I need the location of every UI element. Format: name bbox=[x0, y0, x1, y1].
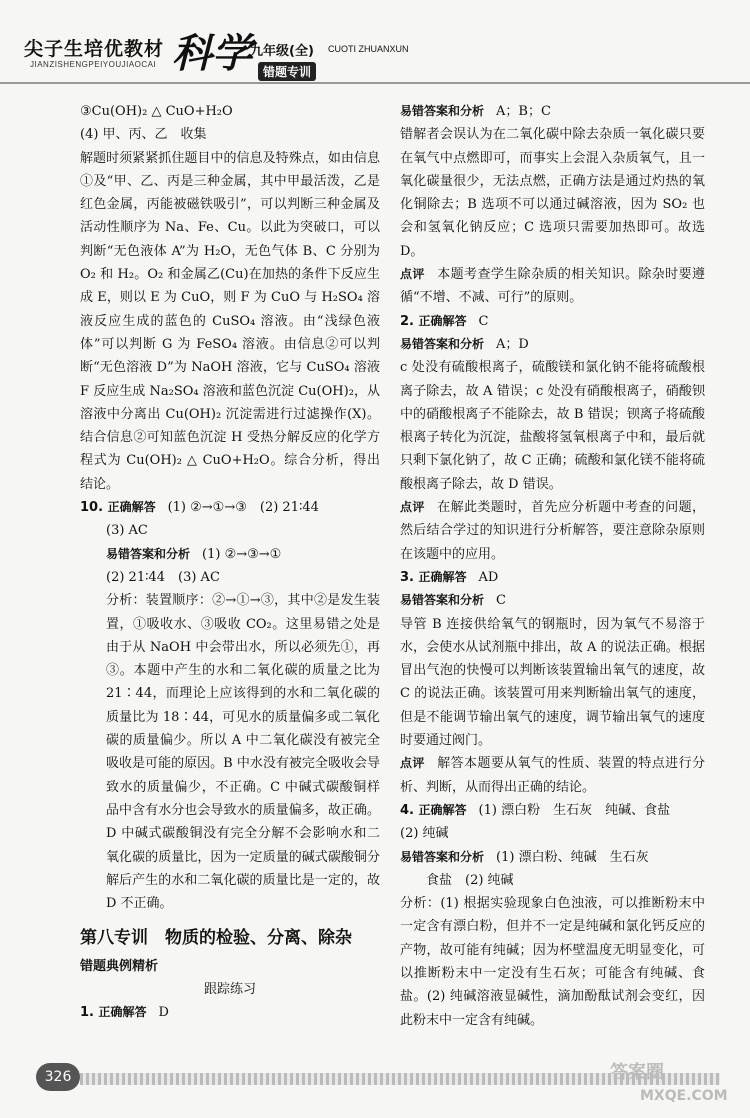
header-divider bbox=[0, 82, 750, 84]
answer-label: 正确解答 bbox=[107, 500, 168, 515]
left-paragraph bbox=[80, 589, 380, 915]
answer-label: 正确解答 bbox=[418, 802, 479, 817]
question-number: 4. bbox=[400, 802, 419, 818]
right-paragraph bbox=[400, 822, 705, 845]
paragraph-text: D bbox=[158, 1005, 169, 1021]
paragraph-text: 错解者会误认为在二氧化碳中除去杂质一氧化碳只要在氧气中点燃即可，而事实上会混入杂质氧气，且一氧化碳量很少，无法点燃，正确方法是通过灼热的氧化铜除去；B 选项不可以通过碱溶液，因为 SO₂ 也会和氢氧化钠反应；C 选项只需要加热即可。故选 D。 bbox=[400, 127, 705, 259]
paragraph-text: 解题时须紧紧抓住题目中的信息及特殊点，如由信息①及“甲、乙、丙是三种金属，其中甲最活泼，乙是红色金属，丙能被磁铁吸引”，可以判断三种金属及活动性顺序为 Na、Fe、Cu。以此为突破口，可以判断“无色液体 A”为 H₂O，无色气体 B、C 分别为 O₂ 和 H₂。O₂ 和金属乙(Cu)在加热的条件下反应生成 E，则以 E 为 CuO，则 F 为 CuO 与 H₂SO₄ 溶液反应生成的蓝色的 CuSO₄ 溶液。由“浅绿色液体”可以判断 G 为 FeSO₄ 溶液。由信息②可以判断“无色溶液 D”为 NaOH 溶液，它与 CuSO₄ 溶液 F 反应生成 Na₂SO₄ 溶液和蓝色沉淀 Cu(OH)₂，从溶液中分离出 Cu(OH)₂ 沉淀需进行过滤操作(X)。结合信息②可知蓝色沉淀 H 受热分解反应的化学方程式为 Cu(OH)₂ △ CuO+H₂O。综合分析，得出结论。 bbox=[80, 150, 380, 492]
answer-label: 点评 bbox=[400, 267, 438, 282]
answer-label: 易错答案和分析 bbox=[400, 104, 497, 118]
paragraph-text: 错题典例精析 bbox=[80, 958, 159, 974]
paragraph-text: 分析：装置顺序：②→①→③，其中②是发生装置，①吸收水、③吸收 CO₂。这里易错之处是由于从 NaOH 中会带出水，所以必须先①，再③。本题中产生的水和二氧化碳的质量之比为 21∶44，而理论上应该得到的水和二氧化碳的质量比为 18∶44，可见水的质量偏多或二氧化碳的质量偏少。所以 A 中二氧化碳没有被完全吸收是可能的原因。B 中水没有被完全吸收会导致水的质量偏少，不正确。C 中碱式碳酸铜样品中含有水分也会导致水的质量偏多，故正确。D 中碱式碳酸铜没有完全分解不会影响水和二氧化碳的质量比，因为一定质量的碱式碳酸铜分解后产生的水和二氧化碳的质量比是一定的，故 D 不正确。 bbox=[106, 593, 380, 912]
left-paragraph bbox=[80, 123, 380, 146]
book-title-pinyin: JIANZISHENGPEIYOUJIAOCAI bbox=[30, 60, 157, 69]
cuoti-label: CUOTI ZHUANXUN bbox=[328, 44, 409, 54]
paragraph-text: 第八专训 物质的检验、分离、除杂 bbox=[80, 928, 352, 949]
watermark: 答案圈 bbox=[610, 1062, 664, 1083]
answer-label: 点评 bbox=[400, 756, 438, 771]
right-paragraph bbox=[400, 613, 705, 753]
paragraph-text: (1) ②→①→③ (2) 21∶44 bbox=[167, 500, 319, 516]
right-paragraph bbox=[400, 100, 705, 123]
left-paragraph bbox=[80, 519, 380, 542]
answer-label: 易错答案和分析 bbox=[400, 336, 497, 351]
paragraph-text: C bbox=[496, 593, 506, 609]
answer-label: 易错答案和分析 bbox=[106, 546, 203, 561]
left-paragraph bbox=[80, 927, 380, 950]
question-number: 2. bbox=[400, 313, 419, 329]
question-number: 3. bbox=[400, 569, 419, 585]
watermark-url: MXQE.COM bbox=[640, 1088, 728, 1104]
answer-label: 点评 bbox=[400, 500, 438, 515]
paragraph-text: (3) AC bbox=[106, 523, 148, 539]
paragraph-text: 导管 B 连接供给氧气的钢瓶时，因为氧气不易溶于水，会使水从试剂瓶中排出，故 A 的说法正确。根据冒出气泡的快慢可以判断该装置输出氧气的速度，故 C 的说法正确。该装置可用来判断输出氧气的速度，但是不能调节输出氧气的速度，调节输出氧气的速度时要通过阀门。 bbox=[400, 616, 705, 749]
right-paragraph bbox=[400, 892, 705, 1032]
answer-label: 易错答案和分析 bbox=[400, 849, 497, 864]
right-paragraph bbox=[400, 310, 705, 333]
right-paragraph bbox=[400, 799, 705, 822]
right-paragraph bbox=[400, 869, 705, 892]
answer-label: 正确解答 bbox=[98, 1005, 159, 1020]
paragraph-text: (2) 纯碱 bbox=[400, 826, 449, 842]
right-paragraph bbox=[400, 333, 705, 356]
paragraph-text: 解答本题要从氧气的性质、装置的特点进行分析、判断，从而得出正确的结论。 bbox=[400, 756, 705, 795]
grade-label: 九年级(全) bbox=[250, 44, 314, 59]
right-paragraph bbox=[400, 566, 705, 589]
left-column bbox=[80, 100, 380, 1025]
right-paragraph bbox=[400, 356, 705, 496]
paragraph-text: c 处没有硫酸根离子，硫酸镁和氯化钠不能将硫酸根离子除去，故 A 错误；c 处没有硝酸根离子，硝酸钡中的硝酸根离子不能除去，故 B 错误；钡离子将硫酸根离子转化为沉淀，盐酸将氢氧根离子中和，最后就只剩下氯化钠了，故 C 正确；硫酸和氯化镁不能将硫酸根离子除去，故 D 错误。 bbox=[400, 360, 705, 492]
paragraph-text: (4) 甲、丙、乙 收集 bbox=[80, 127, 207, 143]
answer-label: 易错答案和分析 bbox=[400, 593, 497, 608]
paragraph-text: ③Cu(OH)₂ △ CuO+H₂O bbox=[80, 104, 233, 119]
answer-label: 正确解答 bbox=[418, 313, 479, 328]
right-paragraph bbox=[400, 752, 705, 799]
question-number: 10. bbox=[80, 500, 108, 516]
question-number: 1. bbox=[80, 1005, 99, 1021]
right-paragraph bbox=[400, 263, 705, 310]
right-paragraph bbox=[400, 846, 705, 869]
paragraph-text: (1) 漂白粉 生石灰 纯碱、食盐 bbox=[478, 802, 671, 818]
paragraph-text: A；D bbox=[496, 336, 529, 352]
page-number: 326 bbox=[36, 1063, 80, 1091]
paragraph-text: C bbox=[478, 313, 489, 329]
paragraph-text: 分析：(1) 根据实验现象白色浊液，可以推断粉末中一定含有漂白粉，但并不一定是纯碱和氯化钙反应的产物，故可能有纯碱；因为杯壁温度无明显变化，可以推断粉末中一定没有生石灰；可能含有纯碱、食盐。(2) 纯碱溶液显碱性，滴加酚酞试剂会变红，因此粉末中一定含有纯碱。 bbox=[400, 896, 705, 1028]
paragraph-text: (1) 漂白粉、纯碱 生石灰 bbox=[496, 849, 649, 865]
paragraph-text: A；B；C bbox=[496, 104, 551, 119]
subject-title: 科学 bbox=[172, 30, 252, 77]
right-paragraph bbox=[400, 123, 705, 263]
right-column bbox=[400, 100, 705, 1032]
paragraph-text: 在解此类题时，首先应分析题中考查的问题，然后结合学过的知识进行分析解答，要注意除杂原则在该题中的应用。 bbox=[400, 500, 705, 562]
paragraph-text: 本题考查学生除杂质的相关知识。除杂时要遵循“不增、不减、可行”的原则。 bbox=[400, 267, 705, 306]
right-paragraph bbox=[400, 496, 705, 566]
paragraph-text: (2) 21∶44 (3) AC bbox=[106, 569, 220, 585]
paragraph-text: 食盐 (2) 纯碱 bbox=[426, 872, 514, 888]
series-badge: 错题专训 bbox=[258, 62, 316, 81]
left-paragraph bbox=[80, 496, 380, 519]
left-paragraph bbox=[80, 955, 380, 978]
left-paragraph bbox=[80, 978, 380, 1001]
paragraph-text: (1) ②→③→① bbox=[202, 546, 282, 562]
left-paragraph bbox=[80, 100, 380, 123]
book-title: 尖子生培优教材 bbox=[24, 38, 165, 60]
left-paragraph bbox=[80, 566, 380, 589]
left-paragraph bbox=[80, 543, 380, 566]
left-paragraph bbox=[80, 147, 380, 496]
paragraph-text: 跟踪练习 bbox=[203, 981, 256, 997]
paragraph-text: AD bbox=[478, 569, 499, 585]
left-paragraph bbox=[80, 1001, 380, 1024]
header bbox=[0, 0, 750, 90]
right-paragraph bbox=[400, 589, 705, 612]
answer-label: 正确解答 bbox=[418, 569, 479, 584]
